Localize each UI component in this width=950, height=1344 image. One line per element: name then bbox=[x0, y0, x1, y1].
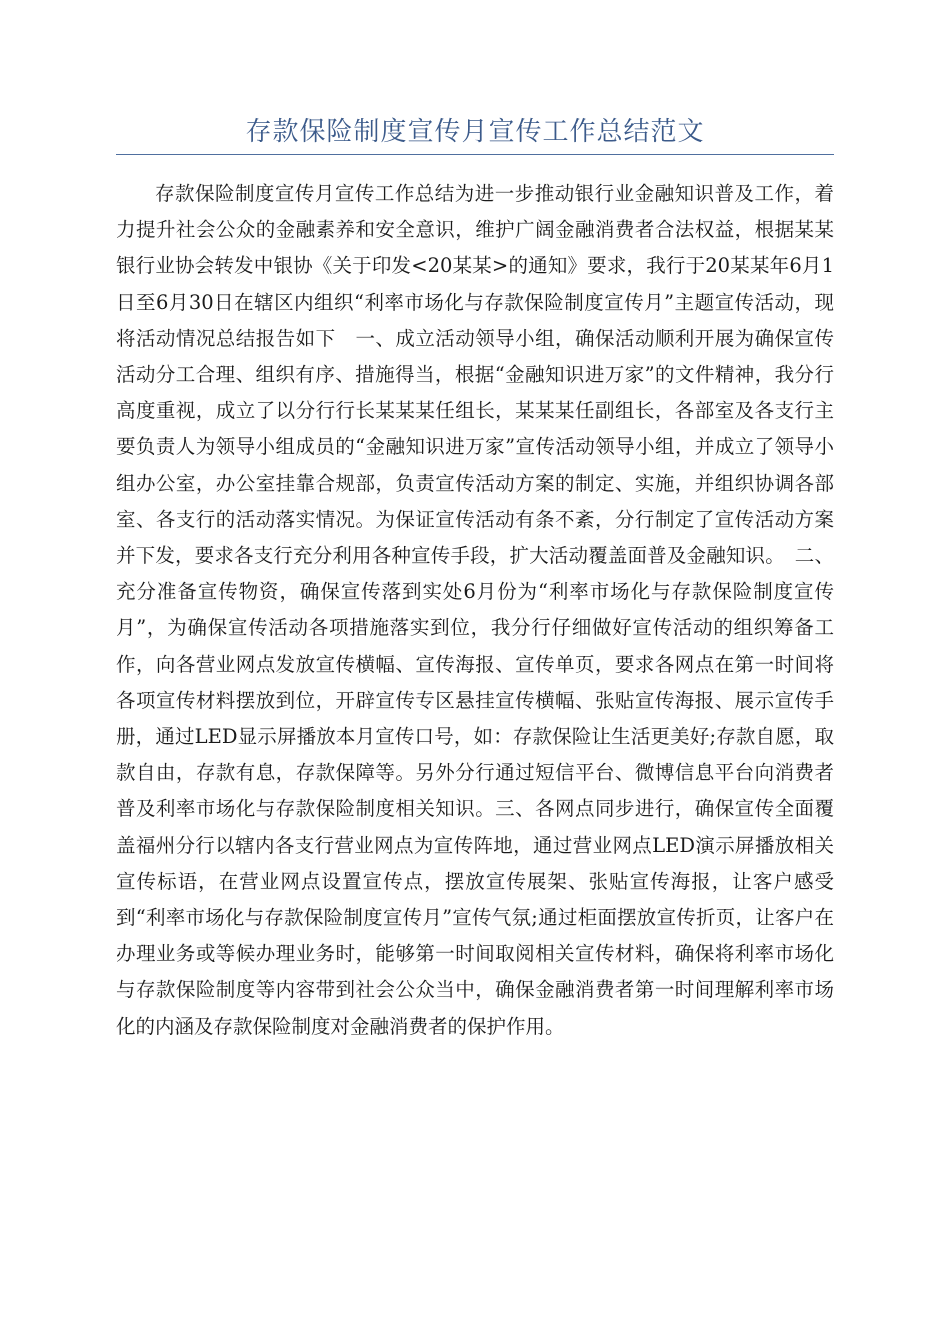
body-paragraph: 存款保险制度宣传月宣传工作总结为进一步推动银行业金融知识普及工作，着力提升社会公众的金融素养和安全意识，维护广阔金融消费者合法权益，根据某某银行业协会转发中银协《关于印发<20某某>的通知》要求，我行于20某某年6月1日至6月30日在辖区内组织“利率市场化与存款保险制度宣传月”主题宣传活动，现将活动情况总结报告如下 一、成立活动领导小组，确保活动顺利开展为确保宣传活动分工合理、组织有序、措施得当，根据“金融知识进万家”的文件精神，我分行高度重视，成立了以分行行长某某某任组长，某某某任副组长，各部室及各支行主要负责人为领导小组成员的“金融知识进万家”宣传活动领导小组，并成立了领导小组办公室，办公室挂靠合规部，负责宣传活动方案的制定、实施，并组织协调各部室、各支行的活动落实情况。为保证宣传活动有条不紊，分行制定了宣传活动方案并下发，要求各支行充分利用各种宣传手段，扩大活动覆盖面普及金融知识。 二、充分准备宣传物资，确保宣传落到实处6月份为“利率市场化与存款保险制度宣传月”，为确保宣传活动各项措施落实到位，我分行仔细做好宣传活动的组织筹备工作，向各营业网点发放宣传横幅、宣传海报、宣传单页，要求各网点在第一时间将各项宣传材料摆放到位，开辟宣传专区悬挂宣传横幅、张贴宣传海报、展示宣传手册，通过LED显示屏播放本月宣传口号，如：存款保险让生活更美好;存款自愿，取款自由，存款有息，存款保障等。另外分行通过短信平台、微博信息平台向消费者普及利率市场化与存款保险制度相关知识。三、各网点同步进行，确保宣传全面覆盖福州分行以辖内各支行营业网点为宣传阵地，通过营业网点LED演示屏播放相关宣传标语，在营业网点设置宣传点，摆放宣传展架、张贴宣传海报，让客户感受到“利率市场化与存款保险制度宣传月”宣传气氛;通过柜面摆放宣传折页，让客户在办理业务或等候办理业务时，能够第一时间取阅相关宣传材料，确保将利率市场化与存款保险制度等内容带到社会公众当中，确保金融消费者第一时间理解利率市场化的内涵及存款保险制度对金融消费者的保护作用。 bbox=[116, 182, 834, 1038]
page-title: 存款保险制度宣传月宣传工作总结范文 bbox=[245, 117, 705, 147]
title-underline bbox=[116, 154, 834, 155]
